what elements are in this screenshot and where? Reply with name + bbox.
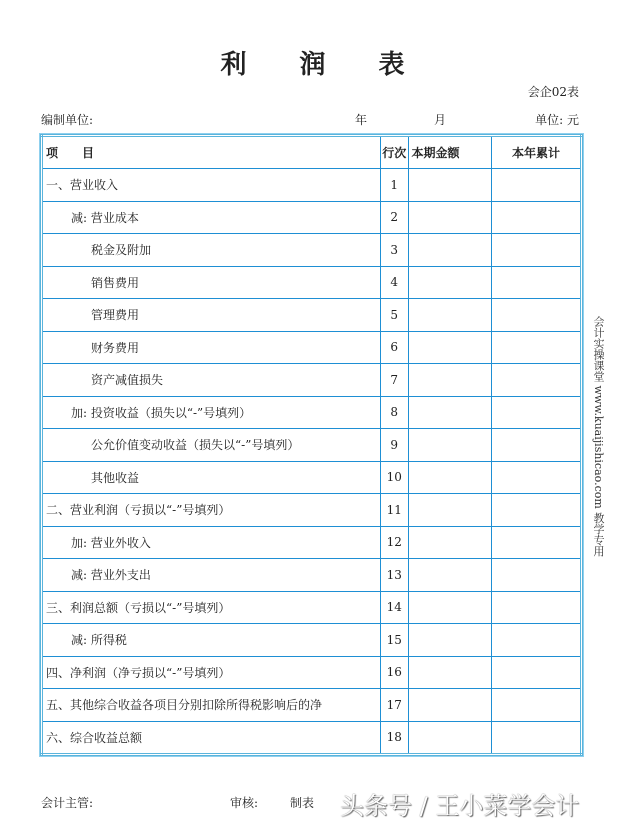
watermark: 头条号 / 王小菜学会计 [340,792,580,820]
ytd-amount-cell[interactable] [491,364,581,397]
current-amount-cell[interactable] [408,234,491,267]
table-row [42,234,582,267]
table-row [42,299,582,332]
month-label: 月 [434,113,447,127]
page-title: 利 润 表 [220,50,427,80]
header-ytd: 本年累计 [491,136,581,169]
ytd-amount-cell[interactable] [491,429,581,462]
row-label: 六、综合收益总额 [42,721,381,755]
current-amount-cell[interactable] [408,299,491,332]
ytd-amount-cell[interactable] [491,331,581,364]
current-amount-cell[interactable] [408,169,491,202]
row-label: 减: 营业外支出 [42,559,381,592]
header-current: 本期金额 [408,136,491,169]
current-amount-cell[interactable] [408,624,491,657]
row-line-number: 3 [380,234,408,267]
table-row [42,559,582,592]
row-label: 减: 营业成本 [42,201,381,234]
current-amount-cell[interactable] [408,559,491,592]
row-label: 加: 投资收益（损失以“-”号填列） [42,396,381,429]
row-line-number: 6 [380,331,408,364]
table-row [42,721,582,755]
row-label: 五、其他综合收益各项目分别扣除所得税影响后的净 [42,689,381,722]
ytd-amount-cell[interactable] [491,494,581,527]
row-label: 加: 营业外收入 [42,526,381,559]
ytd-amount-cell[interactable] [491,299,581,332]
row-label: 二、营业利润（亏损以“-”号填列） [42,494,381,527]
supervisor-label: 会计主管: [41,796,94,810]
ytd-amount-cell[interactable] [491,169,581,202]
table-row [42,591,582,624]
table-row [42,624,582,657]
row-line-number: 15 [380,624,408,657]
row-line-number: 10 [380,461,408,494]
row-label: 公允价值变动收益（损失以“-”号填列） [42,429,381,462]
row-label: 三、利润总额（亏损以“-”号填列） [42,591,381,624]
table-row [42,396,582,429]
table-row [42,526,582,559]
row-label: 减: 所得税 [42,624,381,657]
row-line-number: 11 [380,494,408,527]
ytd-amount-cell[interactable] [491,591,581,624]
table-row [42,656,582,689]
row-label: 销售费用 [42,266,381,299]
ytd-amount-cell[interactable] [491,266,581,299]
header-item: 项 目 [42,136,381,169]
row-label: 财务费用 [42,331,381,364]
row-line-number: 1 [380,169,408,202]
row-line-number: 12 [380,526,408,559]
table-row [42,201,582,234]
current-amount-cell[interactable] [408,461,491,494]
row-line-number: 14 [380,591,408,624]
ytd-amount-cell[interactable] [491,461,581,494]
table-row [42,461,582,494]
row-line-number: 13 [380,559,408,592]
row-line-number: 5 [380,299,408,332]
current-amount-cell[interactable] [408,429,491,462]
ytd-amount-cell[interactable] [491,689,581,722]
table-row [42,331,582,364]
ytd-amount-cell[interactable] [491,526,581,559]
unit-label: 单位: 元 [535,113,579,127]
table-row [42,494,582,527]
current-amount-cell[interactable] [408,721,491,755]
row-line-number: 2 [380,201,408,234]
ytd-amount-cell[interactable] [491,656,581,689]
current-amount-cell[interactable] [408,494,491,527]
form-code: 会企02表 [527,85,579,99]
side-note: 会计实操课堂 www.kuaijishicao.com 教学专用 [592,316,605,557]
ytd-amount-cell[interactable] [491,624,581,657]
table-row [42,169,582,202]
header-line: 行次 [380,136,408,169]
year-label: 年 [355,113,368,127]
preparer-label: 制表 [290,796,315,810]
income-statement-table [40,134,583,756]
row-label: 管理费用 [42,299,381,332]
table-row [42,429,582,462]
prepared-by-label: 编制单位: [41,113,94,127]
row-line-number: 17 [380,689,408,722]
row-label: 税金及附加 [42,234,381,267]
current-amount-cell[interactable] [408,396,491,429]
review-label: 审核: [230,796,259,810]
row-label: 四、净利润（净亏损以“-”号填列） [42,656,381,689]
current-amount-cell[interactable] [408,591,491,624]
current-amount-cell[interactable] [408,266,491,299]
ytd-amount-cell[interactable] [491,234,581,267]
current-amount-cell[interactable] [408,331,491,364]
ytd-amount-cell[interactable] [491,721,581,755]
row-label: 资产减值损失 [42,364,381,397]
table-row [42,689,582,722]
row-line-number: 8 [380,396,408,429]
table-row [42,266,582,299]
row-label: 一、营业收入 [42,169,381,202]
row-line-number: 4 [380,266,408,299]
row-line-number: 18 [380,721,408,755]
current-amount-cell[interactable] [408,526,491,559]
row-line-number: 7 [380,364,408,397]
ytd-amount-cell[interactable] [491,396,581,429]
current-amount-cell[interactable] [408,689,491,722]
table-header-row [42,136,582,169]
current-amount-cell[interactable] [408,201,491,234]
row-line-number: 9 [380,429,408,462]
row-label: 其他收益 [42,461,381,494]
ytd-amount-cell[interactable] [491,559,581,592]
current-amount-cell[interactable] [408,656,491,689]
row-line-number: 16 [380,656,408,689]
ytd-amount-cell[interactable] [491,201,581,234]
table-row [42,364,582,397]
current-amount-cell[interactable] [408,364,491,397]
